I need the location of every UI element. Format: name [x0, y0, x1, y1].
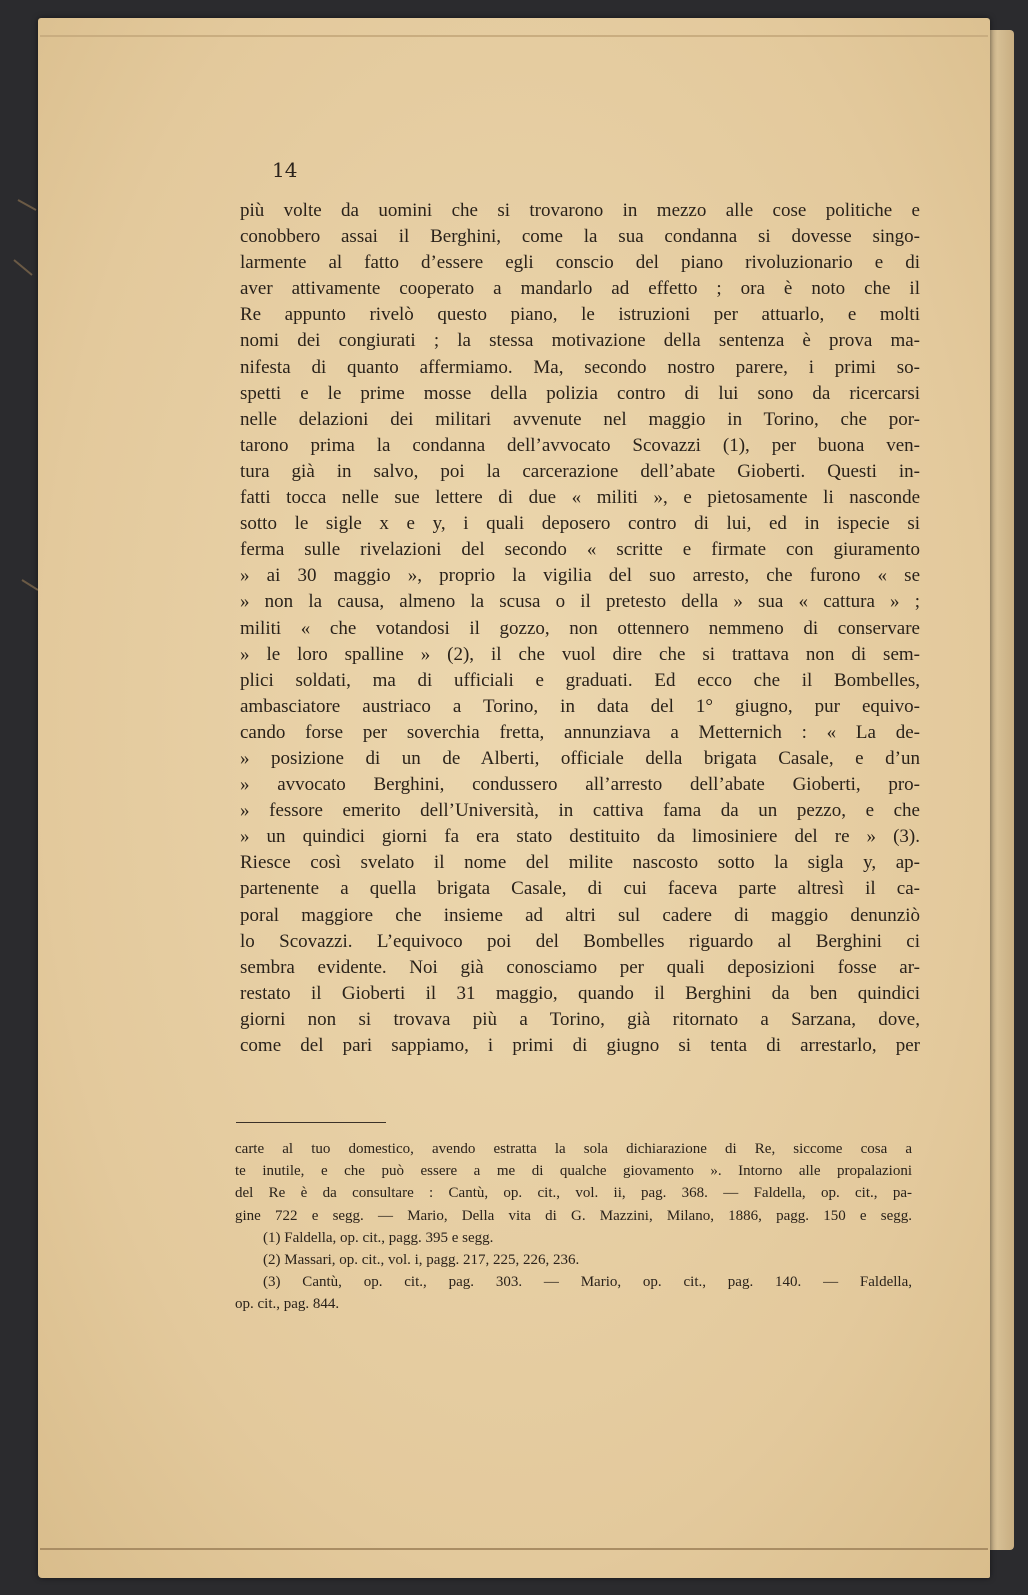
text-line: giorni non si trovava più a Torino, già ritornato a Sarzana, dove,: [240, 1008, 920, 1030]
text-line: Riesce così svelato il nome del milite nascosto sotto la sigla y, ap-: [240, 852, 920, 874]
text-line: » posizione di un de Alberti, officiale della brigata Casale, e d’un: [240, 747, 920, 769]
text-line: spetti e le prime mosse della polizia contro di lui sono da ricercarsi: [240, 382, 920, 404]
text-line: tura già in salvo, poi la carcerazione dell’abate Gioberti. Questi in-: [240, 460, 920, 482]
text-line: plici soldati, ma di ufficiali e graduati. Ed ecco che il Bombelles,: [240, 669, 920, 691]
top-fold-line: [40, 35, 988, 37]
text-line: nifesta di quanto affermiamo. Ma, secondo nostro parere, i primi so-: [240, 356, 920, 378]
footnote-3-cont: op. cit., pag. 844.: [235, 1296, 340, 1313]
footnotes: [235, 1138, 912, 1316]
text-line: sotto le sigle x e y, i quali deposero contro di lui, ed in ispecie si: [240, 513, 920, 535]
footnote-line: del Re è da consultare : Cantù, op. cit., vol. ii, pag. 368. — Faldella, op. cit., pa-: [235, 1185, 912, 1202]
text-line: ambasciatore austriaco a Torino, in data del 1° giugno, pur equivo-: [240, 695, 920, 717]
text-line: come del pari sappiamo, i primi di giugno si tenta di arrestarlo, per: [240, 1035, 920, 1056]
text-line: lo Scovazzi. L’equivoco poi del Bombelles riguardo al Berghini ci: [240, 930, 920, 952]
main-text: [240, 198, 920, 1059]
text-line: conobbero assai il Berghini, come la sua condanna si dovesse singo-: [240, 226, 920, 248]
text-line: nelle delazioni dei militari avvenute nel maggio in Torino, che por-: [240, 408, 920, 430]
text-line: » fessore emerito dell’Università, in cattiva fama da un pezzo, e che: [240, 800, 920, 822]
text-line: fatti tocca nelle sue lettere di due « militi », e pietosamente li nasconde: [240, 487, 920, 509]
footnote-2: (2) Massari, op. cit., vol. i, pagg. 217, 225, 226, 236.: [263, 1251, 580, 1268]
binding-marks: [8, 60, 38, 1560]
text-line: partenente a quella brigata Casale, di cui faceva parte altresì il ca-: [240, 878, 920, 900]
text-line: » avvocato Berghini, condussero all’arresto dell’abate Gioberti, pro-: [240, 774, 920, 796]
footnote-line: te inutile, e che può essere a me di qualche giovamento ». Intorno alle propalazioni: [235, 1163, 912, 1180]
text-line: aver attivamente cooperato a mandarlo ad effetto ; ora è noto che il: [240, 278, 920, 300]
text-line: militi « che votandosi il gozzo, non ottennero nemmeno di conservare: [240, 617, 920, 639]
footnote-1: (1) Faldella, op. cit., pagg. 395 e segg.: [263, 1229, 494, 1246]
footnote-line: gine 722 e segg. — Mario, Della vita di G. Mazzini, Milano, 1886, pagg. 150 e segg.: [235, 1207, 912, 1224]
text-line: Re appunto rivelò questo piano, le istruzioni per attuarlo, e molti: [240, 304, 920, 326]
text-line: più volte da uomini che si trovarono in mezzo alle cose politiche e: [240, 200, 920, 221]
page-edge: [986, 30, 1014, 1550]
text-line: » le loro spalline » (2), il che vuol dire che si trattava non di sem-: [240, 643, 920, 665]
text-line: nomi dei congiurati ; la stessa motivazione della sentenza è prova ma-: [240, 330, 920, 352]
text-line: poral maggiore che insieme ad altri sul cadere di maggio denunziò: [240, 904, 920, 926]
text-line: tarono prima la condanna dell’avvocato Scovazzi (1), per buona ven-: [240, 434, 920, 456]
text-line: sembra evidente. Noi già conosciamo per quali deposizioni fosse ar-: [240, 956, 920, 978]
text-line: cando forse per soverchia fretta, annunziava a Metternich : « La de-: [240, 721, 920, 743]
footnote-3: (3) Cantù, op. cit., pag. 303. — Mario, op. cit., pag. 140. — Faldella,: [263, 1274, 912, 1291]
footnote-separator: [236, 1122, 386, 1123]
page-number: 14: [272, 158, 298, 182]
text-line: restato il Gioberti il 31 maggio, quando il Berghini da ben quindici: [240, 982, 920, 1004]
footnote-line: carte al tuo domestico, avendo estratta la sola dichiarazione di Re, siccome cosa a: [235, 1141, 912, 1157]
text-line: » un quindici giorni fa era stato destituito da limosiniere del re » (3).: [240, 826, 920, 848]
text-line: » non la causa, almeno la scusa o il pretesto della » sua « cattura » ;: [240, 591, 920, 613]
bottom-fold-line: [40, 1548, 988, 1550]
text-line: ferma sulle rivelazioni del secondo « scritte e firmate con giuramento: [240, 539, 920, 561]
text-line: » ai 30 maggio », proprio la vigilia del suo arresto, che furono « se: [240, 565, 920, 587]
text-line: larmente al fatto d’essere egli conscio del piano rivoluzionario e di: [240, 252, 920, 274]
